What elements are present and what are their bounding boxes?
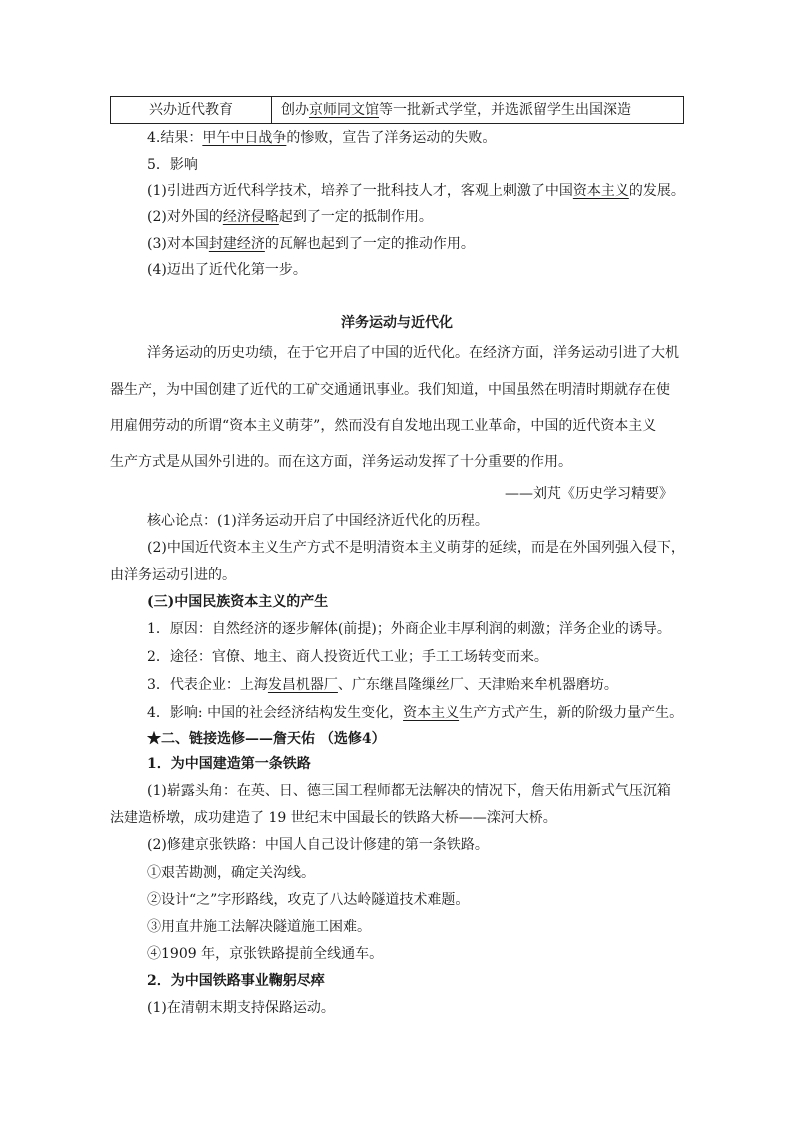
impact-item-2 bbox=[147, 207, 433, 227]
impact-item-3 bbox=[147, 234, 475, 254]
text-fragment: 的惨败，宣告了洋务运动的失败。 bbox=[286, 130, 497, 146]
underlined-term: 资本主义 bbox=[572, 183, 629, 199]
text-fragment: 4.结果： bbox=[147, 130, 203, 146]
underlined-term: 京师同文馆 bbox=[309, 102, 379, 118]
underlined-term: 甲午中日战争 bbox=[202, 130, 287, 146]
result-line bbox=[147, 128, 496, 148]
list-item: ③用直井施工法解决隧道施工困难。 bbox=[147, 919, 371, 935]
text-fragment: (3)对本国 bbox=[147, 236, 209, 252]
section-item-1: 1．原因：自然经济的逐步解体(前提)；外商企业丰厚利润的刺激；洋务企业的诱导。 bbox=[147, 621, 671, 637]
underlined-term: 资本主义 bbox=[403, 705, 460, 721]
text-fragment: 的发展。 bbox=[628, 183, 685, 199]
underlined-term: 发昌机器厂 bbox=[267, 677, 338, 693]
text-fragment: 等一批新式学堂，并选派留学生出国深造 bbox=[379, 102, 631, 118]
subsection-heading: 2．为中国铁路事业鞠躬尽瘁 bbox=[147, 973, 325, 989]
core-points-line: 核心论点：(1)洋务运动开启了中国经济近代化的历程。 bbox=[147, 513, 489, 529]
core-points-line: (2)中国近代资本主义生产方式不是明清资本主义萌芽的延续，而是在外国列强入侵下， bbox=[147, 540, 685, 556]
underlined-term: 经济侵略 bbox=[222, 209, 279, 225]
essay-title: 洋务运动与近代化 bbox=[341, 315, 453, 331]
impact-item-4: (4)迈出了近代化第一步。 bbox=[147, 262, 307, 278]
text-fragment: 的瓦解也起到了一定的推动作用。 bbox=[264, 236, 475, 252]
table-cell-category: 兴办近代教育 bbox=[111, 97, 272, 123]
body-line: (1)在清朝末期支持保路运动。 bbox=[147, 1000, 335, 1016]
text-fragment: (2)对外国的 bbox=[147, 209, 223, 225]
list-item: ②设计“之”字形路线，攻克了八达岭隧道技术难题。 bbox=[147, 892, 470, 908]
impact-item-1 bbox=[147, 181, 685, 201]
section-item-3 bbox=[147, 675, 618, 695]
core-points-line: 由洋务运动引进的。 bbox=[110, 567, 236, 583]
link-section-heading: ★二、链接选修——詹天佑 （选修4） bbox=[147, 731, 386, 747]
text-fragment: 3．代表企业：上海 bbox=[147, 677, 268, 693]
list-item: ①艰苦勘测，确定关沟线。 bbox=[147, 865, 315, 881]
section-item-4 bbox=[147, 703, 683, 723]
underlined-term: 封建经济 bbox=[208, 236, 265, 252]
body-line: (2)修建京张铁路：中国人自己设计修建的第一条铁路。 bbox=[147, 837, 489, 853]
essay-line: 洋务运动的历史功绩，在于它开启了中国的近代化。在经济方面，洋务运动引进了大机 bbox=[147, 345, 679, 361]
essay-source: ——刘芃《历史学习精要》 bbox=[505, 486, 673, 502]
essay-line: 生产方式是从国外引进的。而在这方面，洋务运动发挥了十分重要的作用。 bbox=[110, 454, 572, 470]
subsection-heading: 1．为中国建造第一条铁路 bbox=[147, 756, 311, 772]
list-item: ④1909 年，京张铁路提前全线通车。 bbox=[147, 946, 384, 962]
table-cell-content bbox=[272, 97, 683, 123]
text-fragment: 起到了一定的抵制作用。 bbox=[278, 209, 433, 225]
education-table-row bbox=[110, 96, 684, 124]
text-fragment: 、广东继昌隆缫丝厂、天津贻来牟机器磨坊。 bbox=[337, 677, 618, 693]
text-fragment: (1)引进西方近代科学技术，培养了一批科技人才，客观上刺激了中国 bbox=[147, 183, 573, 199]
text-fragment: 生产方式产生，新的阶级力量产生。 bbox=[459, 705, 684, 721]
body-line: (1)崭露头角：在英、日、德三国工程师都无法解决的情况下，詹天佑用新式气压沉箱 bbox=[147, 783, 671, 799]
section-item-2: 2．途径：官僚、地主、商人投资近代工业；手工工场转变而来。 bbox=[147, 649, 548, 665]
body-line: 法建造桥墩，成功建造了 19 世纪末中国最长的铁路大桥——滦河大桥。 bbox=[110, 810, 557, 826]
text-fragment: 4．影响: 中国的社会经济结构发生变化， bbox=[147, 705, 404, 721]
section-heading: (三)中国民族资本主义的产生 bbox=[147, 594, 329, 610]
essay-line: 用雇佣劳动的所谓“资本主义萌芽”，然而没有自发地出现工业革命，中国的近代资本主义 bbox=[110, 418, 657, 434]
impact-heading: 5．影响 bbox=[147, 157, 198, 173]
essay-line: 器生产，为中国创建了近代的工矿交通通讯事业。我们知道，中国虽然在明清时期就存在使 bbox=[110, 382, 670, 398]
text-fragment: 创办 bbox=[281, 102, 309, 118]
